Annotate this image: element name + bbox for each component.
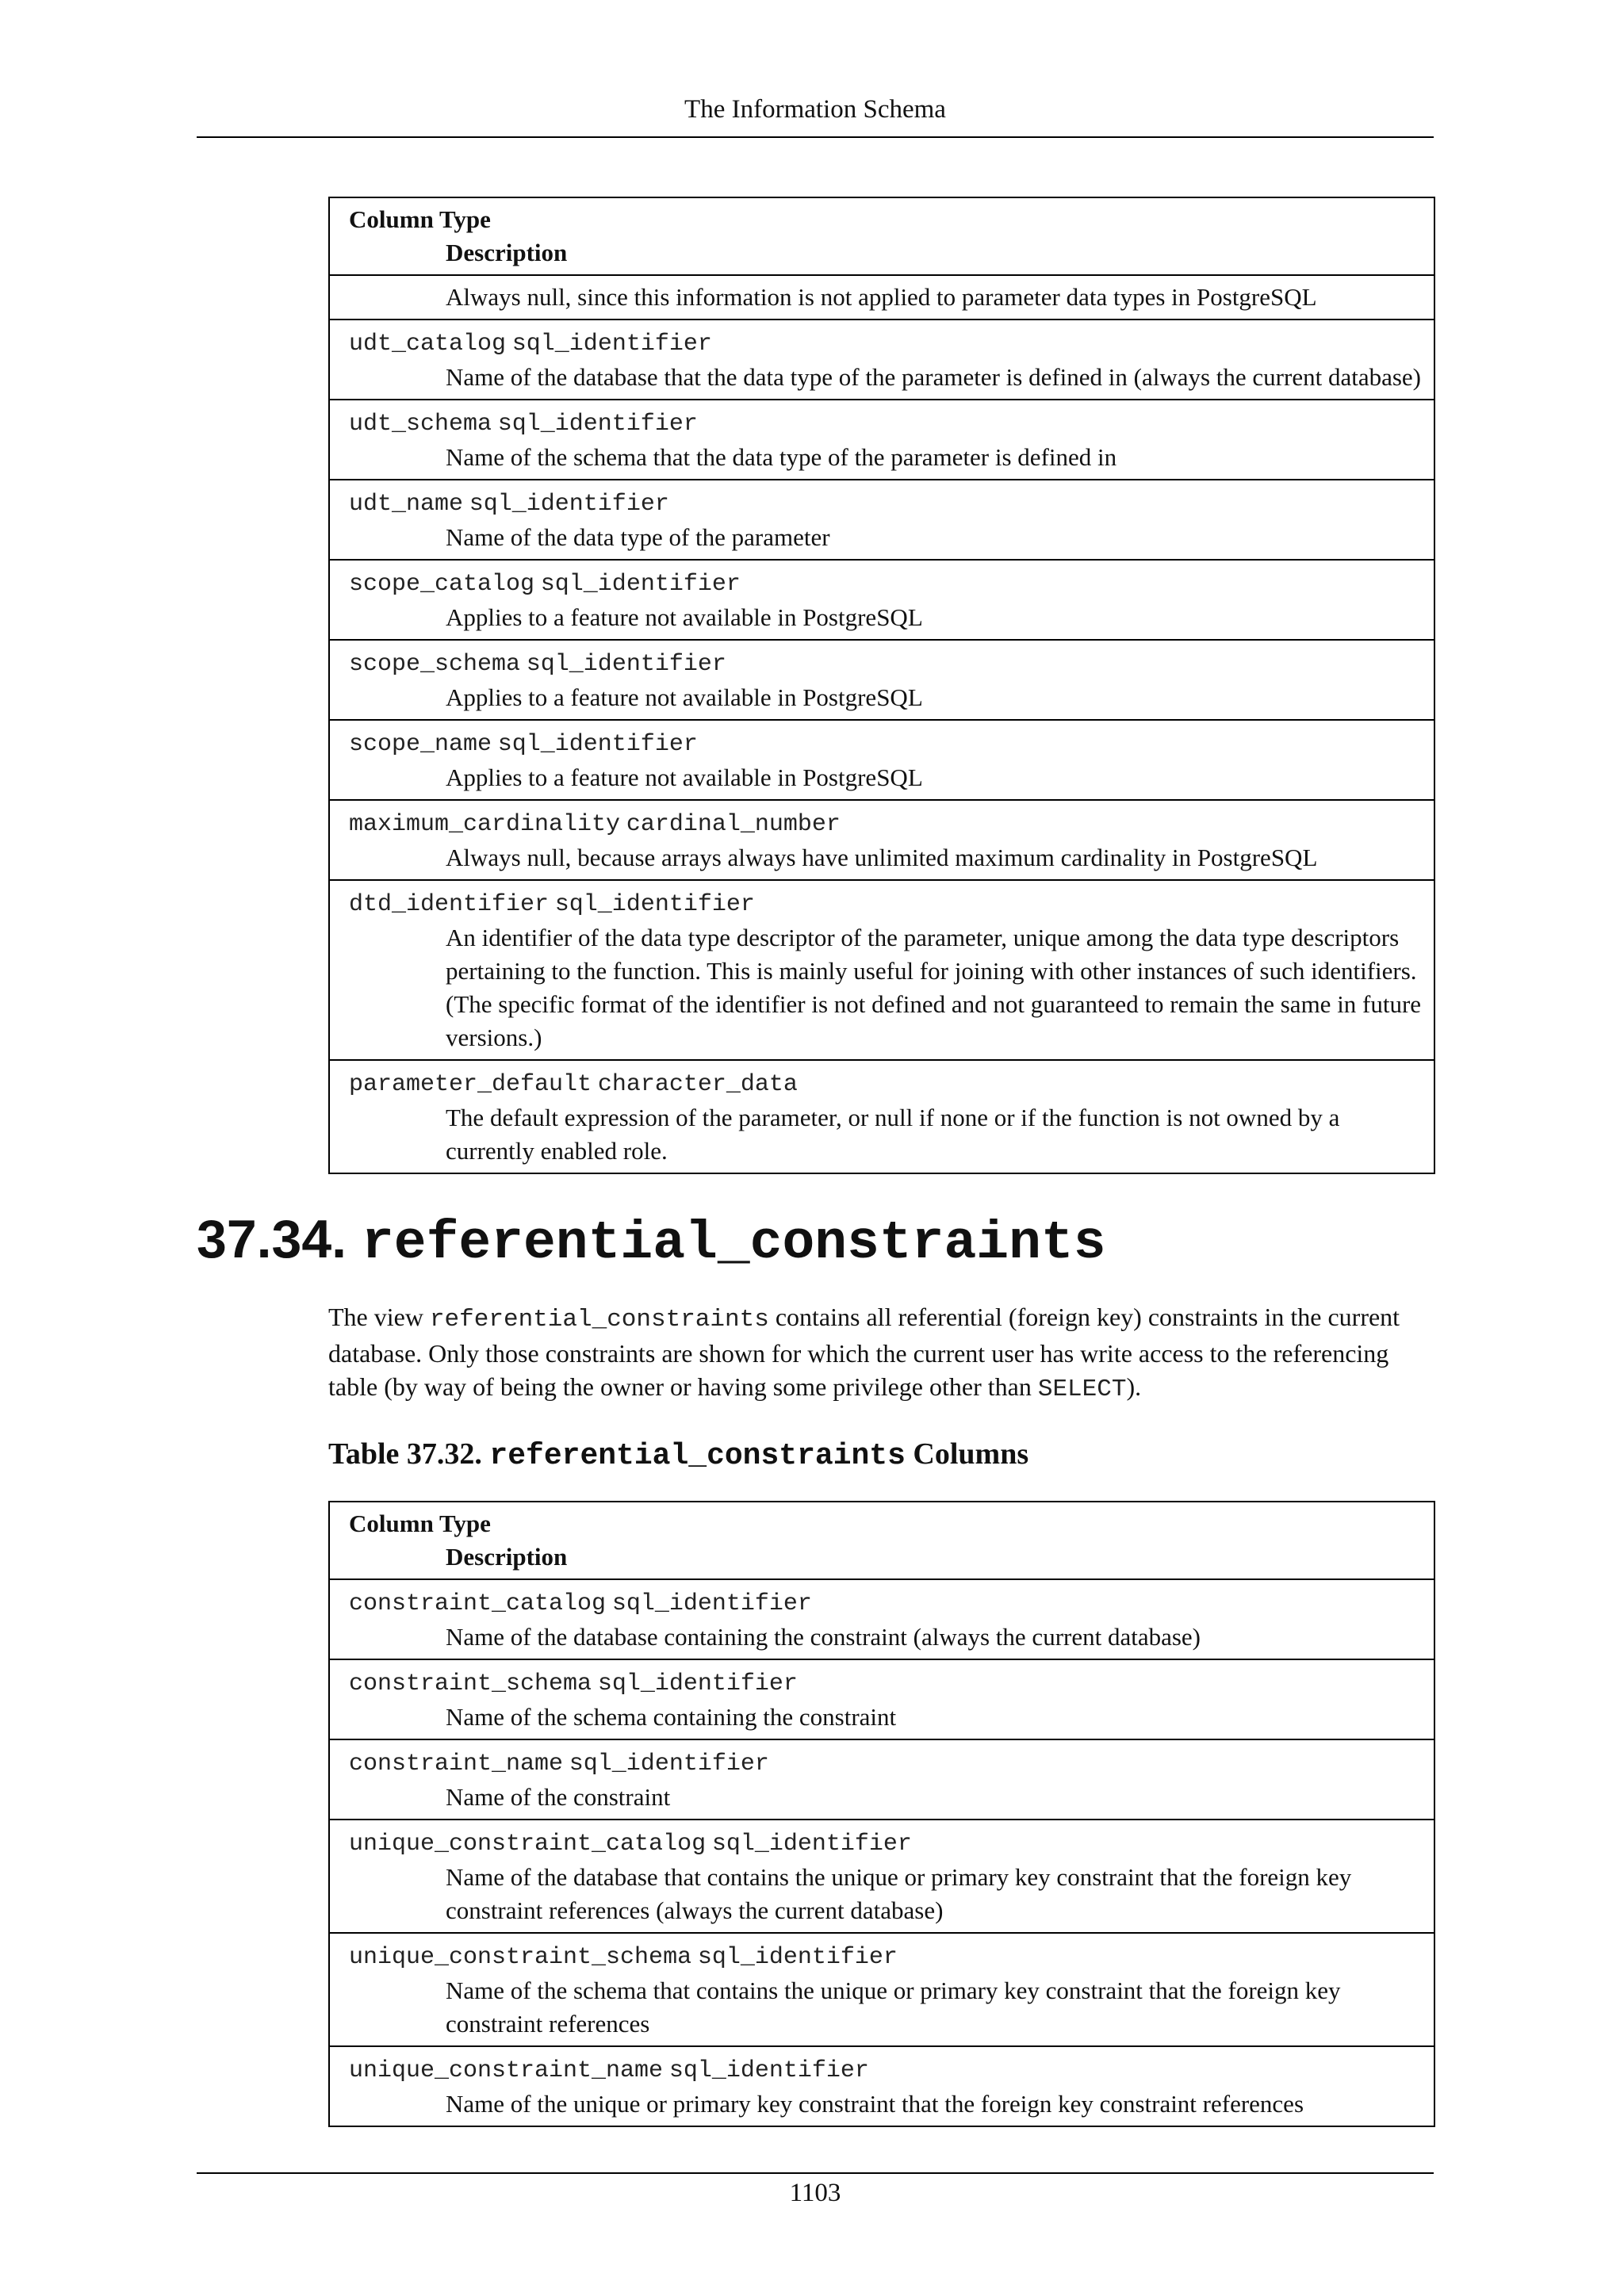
column-type: sql_identifier <box>697 1944 898 1971</box>
row-description: Name of the data type of the parameter <box>446 523 830 551</box>
row-signature <box>349 485 1423 521</box>
column-name: scope_schema <box>349 651 521 678</box>
column-type: sql_identifier <box>569 1751 769 1777</box>
column-type-heading: Column Type <box>349 205 491 233</box>
section-number: 37.34. <box>197 1209 347 1269</box>
intro-code-view: referential_constraints <box>429 1306 769 1334</box>
row-signature <box>349 1745 1423 1781</box>
table-row <box>329 640 1434 720</box>
column-type: sql_identifier <box>611 1590 812 1617</box>
column-type: sql_identifier <box>711 1831 912 1858</box>
row-signature <box>349 1825 1423 1861</box>
table-row <box>329 480 1434 560</box>
column-name: dtd_identifier <box>349 891 550 918</box>
column-type-heading: Column Type <box>349 1510 491 1537</box>
table-row <box>329 275 1434 320</box>
table-row <box>329 1820 1434 1933</box>
table-row <box>329 320 1434 400</box>
running-header: The Information Schema <box>684 95 946 124</box>
intro-paragraph <box>328 1300 1435 1406</box>
caption-code: referential_constraints <box>489 1439 906 1473</box>
caption-prefix: Table 37.32. <box>328 1437 490 1471</box>
table-header-row <box>329 197 1434 275</box>
header-rule <box>197 136 1434 138</box>
row-signature <box>349 2052 1423 2087</box>
column-type: sql_identifier <box>511 331 712 358</box>
column-name: constraint_schema <box>349 1670 592 1697</box>
row-description: Name of the database that contains the unique or primary key constraint that the foreign key constraint references (always the current database) <box>446 1863 1352 1924</box>
table-header-row <box>329 1502 1434 1579</box>
column-name: constraint_catalog <box>349 1590 607 1617</box>
table-row <box>329 560 1434 640</box>
row-description: Name of the schema containing the constraint <box>446 1703 897 1731</box>
section-heading <box>197 1203 1106 1280</box>
column-type: sql_identifier <box>526 651 726 678</box>
section-name: referential_constraints <box>361 1213 1106 1274</box>
row-signature <box>349 325 1423 361</box>
row-description: Name of the schema that the data type of the parameter is defined in <box>446 443 1117 471</box>
row-description: Applies to a feature not available in PostgreSQL <box>446 683 923 711</box>
row-signature <box>349 806 1423 841</box>
table-row <box>329 1659 1434 1739</box>
footer-rule <box>197 2172 1434 2174</box>
column-name: scope_name <box>349 731 492 758</box>
table-caption <box>328 1435 1028 1475</box>
column-name: udt_schema <box>349 411 492 438</box>
table-row <box>329 720 1434 800</box>
intro-text: ). <box>1126 1372 1142 1401</box>
table-row <box>329 800 1434 880</box>
row-description: Name of the constraint <box>446 1783 671 1811</box>
table-row <box>329 1579 1434 1659</box>
description-heading: Description <box>446 1543 568 1571</box>
table-row <box>329 2046 1434 2126</box>
column-type: sql_identifier <box>597 1670 798 1697</box>
column-name: constraint_name <box>349 1751 564 1777</box>
column-name: scope_catalog <box>349 571 535 598</box>
table-row <box>329 880 1434 1060</box>
column-name: unique_constraint_name <box>349 2057 664 2084</box>
row-description: An identifier of the data type descriptor of the parameter, unique among the data type descriptors pertaining to the function. This is mainly useful for joining with other instances of such identifiers. (The specific format of the identifier is not defined and not guaranteed to remain the same in future versions.) <box>446 924 1422 1051</box>
row-description: Name of the database containing the constraint (always the current database) <box>446 1623 1201 1651</box>
column-name: maximum_cardinality <box>349 811 621 838</box>
row-signature <box>349 886 1423 921</box>
column-type: sql_identifier <box>497 411 698 438</box>
column-type: sql_identifier <box>554 891 755 918</box>
column-name: parameter_default <box>349 1071 592 1098</box>
referential-constraints-columns-table <box>328 1501 1435 2127</box>
table-row <box>329 1060 1434 1173</box>
column-name: udt_catalog <box>349 331 507 358</box>
column-type: sql_identifier <box>668 2057 869 2084</box>
row-description: Name of the unique or primary key constraint that the foreign key constraint references <box>446 2090 1304 2118</box>
table-row <box>329 1933 1434 2046</box>
row-description: The default expression of the parameter, or null if none or if the function is not owned by a currently enabled role. <box>446 1104 1340 1165</box>
row-signature <box>349 645 1423 681</box>
row-signature <box>349 1066 1423 1101</box>
intro-text: contains all referential (foreign key) constraints in the current database. Only those constraints are shown for which the current user has write access to the referencing table (by way of being the owner or having some privilege other than <box>328 1303 1400 1401</box>
row-signature <box>349 1938 1423 1974</box>
column-type: sql_identifier <box>497 731 698 758</box>
column-type: cardinal_number <box>626 811 841 838</box>
row-description: Applies to a feature not available in PostgreSQL <box>446 603 923 631</box>
row-description: Applies to a feature not available in PostgreSQL <box>446 763 923 791</box>
column-type: sql_identifier <box>469 491 669 518</box>
row-signature <box>349 405 1423 441</box>
row-signature <box>349 565 1423 601</box>
row-description: Always null, because arrays always have unlimited maximum cardinality in PostgreSQL <box>446 844 1318 871</box>
table-row <box>329 1739 1434 1820</box>
page-number: 1103 <box>789 2179 841 2207</box>
column-type: character_data <box>597 1071 798 1098</box>
column-name: udt_name <box>349 491 464 518</box>
parameters-columns-table <box>328 197 1435 1174</box>
row-description: Name of the schema that contains the unique or primary key constraint that the foreign key constraint references <box>446 1976 1341 2038</box>
row-description: Name of the database that the data type of the parameter is defined in (always the current database) <box>446 363 1421 391</box>
column-name: unique_constraint_schema <box>349 1944 692 1971</box>
row-signature <box>349 1585 1423 1621</box>
column-type: sql_identifier <box>540 571 741 598</box>
intro-code-select: SELECT <box>1037 1376 1127 1403</box>
column-name: unique_constraint_catalog <box>349 1831 707 1858</box>
row-signature <box>349 725 1423 761</box>
table-row <box>329 400 1434 480</box>
row-signature <box>349 1665 1423 1701</box>
caption-suffix: Columns <box>905 1437 1029 1471</box>
description-heading: Description <box>446 239 568 266</box>
row-description: Always null, since this information is not applied to parameter data types in PostgreSQL <box>446 283 1317 311</box>
intro-text: The view <box>328 1303 430 1331</box>
